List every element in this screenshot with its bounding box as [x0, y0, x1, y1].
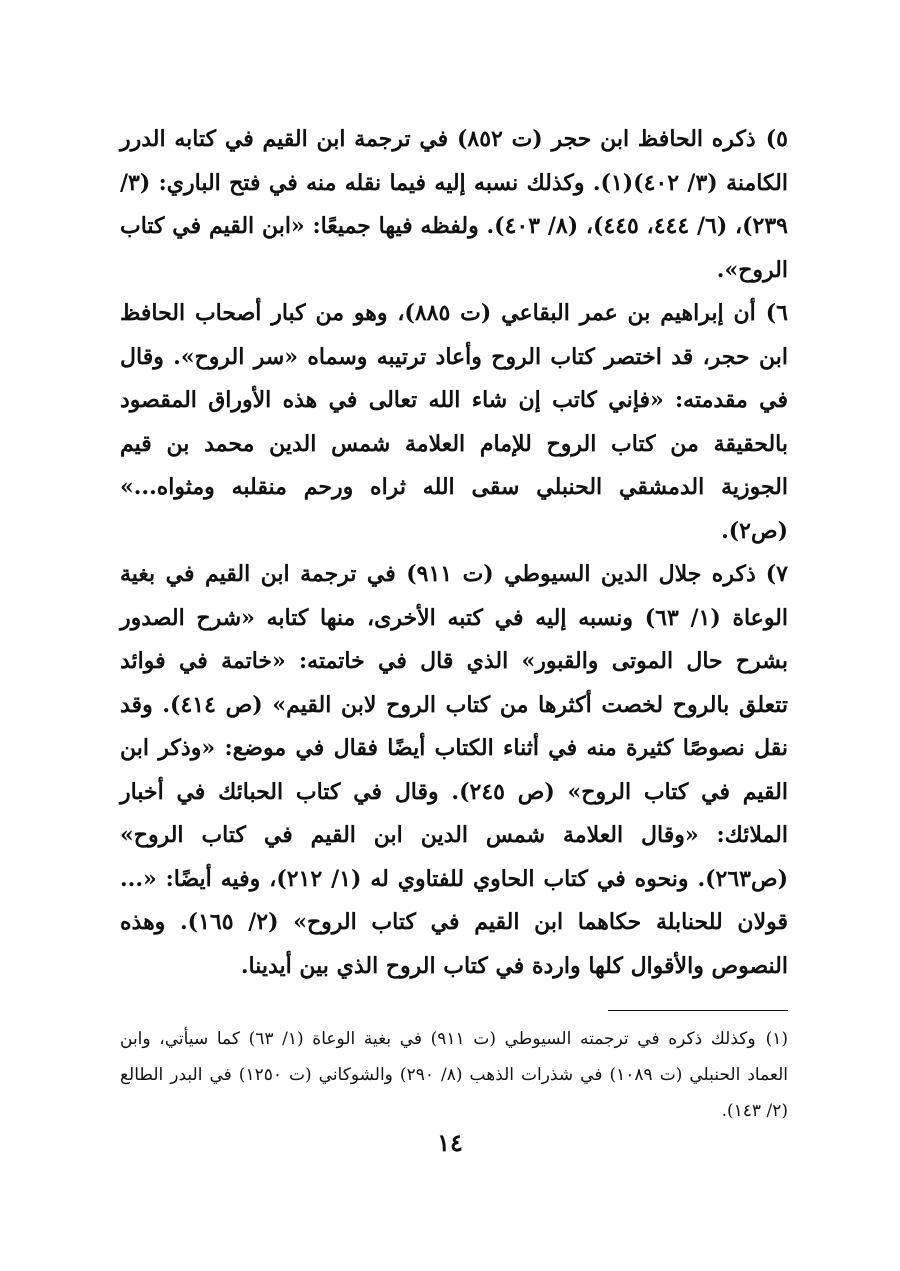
paragraph-text: أن إبراهيم بن عمر البقاعي (ت ٨٨٥)، وهو من كبار أصحاب الحافظ ابن حجر، قد اختصر كتاب الروح وأعاد ترتيبه وسماه «سر الروح». وقال في مقدمته: «فإني كاتب إن شاء الله تعالى في هذه الأوراق المقصود بالحقيقة من كتاب الروح للإمام العلامة شمس الدين محمد بن قيم الجوزية الدمشقي الحنبلي سقى الله ثراه ورحم منقلبه ومثواه...» (ص٢).	[120, 300, 788, 544]
paragraph-number: ٦)	[765, 300, 788, 326]
page-number: ١٤	[437, 1128, 463, 1157]
paragraph-5	[120, 118, 788, 292]
paragraph-text: ذكره جلال الدين السيوطي (ت ٩١١) في ترجمة ابن القيم في بغية الوعاة (١/ ٦٣) ونسبه إليه في كتبه الأخرى، منها كتابه «شرح الصدور بشرح حال الموتى والقبور» الذي قال في خاتمته: «خاتمة في فوائد تتعلق بالروح لخصت أكثرها من كتاب الروح لابن القيم» (ص ٤١٤). وقد نقل نصوصًا كثيرة منه في أثناء الكتاب أيضًا فقال في موضع: «وذكر ابن القيم في كتاب الروح» (ص ٢٤٥). وقال في كتاب الحبائك في أخبار الملائك: «وقال العلامة شمس الدين ابن القيم في كتاب الروح» (ص٢٦٣). ونحوه في كتاب الحاوي للفتاوي له (١/ ٢١٢)، وفيه أيضًا: «... قولان للحنابلة حكاهما ابن القيم في كتاب الروح» (٢/ ١٦٥). وهذه النصوص والأقوال كلها واردة في كتاب الروح الذي بين أيدينا.	[120, 561, 789, 979]
footnote-1	[120, 1021, 788, 1129]
footnote-separator-wrap	[120, 988, 788, 1011]
footnote-text: وكذلك ذكره في ترجمته السيوطي (ت ٩١١) في بغية الوعاة (١/ ٦٣) كما سيأتي، وابن العماد الحنبلي (ت ١٠٨٩) في شذرات الذهب (٨/ ٢٩٠) والشوكاني (ت ١٢٥٠) في البدر الطالع (٢/ ١٤٣).	[120, 1029, 789, 1121]
paragraph-7	[120, 553, 788, 988]
paragraph-number: ٥)	[765, 126, 788, 152]
footnote-separator	[608, 1010, 788, 1011]
paragraph-number: ٧)	[765, 561, 788, 587]
page-body	[120, 118, 788, 1129]
footnotes	[120, 1021, 788, 1129]
paragraph-6	[120, 292, 788, 553]
footnote-number: (١)	[765, 1029, 788, 1049]
paragraph-text: ذكره الحافظ ابن حجر (ت ٨٥٢) في ترجمة ابن القيم في كتابه الدرر الكامنة (٣/ ٤٠٢)(١). وكذلك نسبه إليه فيما نقله منه في فتح الباري: (٣/ ٢٣٩)، (٦/ ٤٤٤، ٤٤٥)، (٨/ ٤٠٣). ولفظه فيها جميعًا: «ابن القيم في كتاب الروح».	[120, 126, 788, 283]
